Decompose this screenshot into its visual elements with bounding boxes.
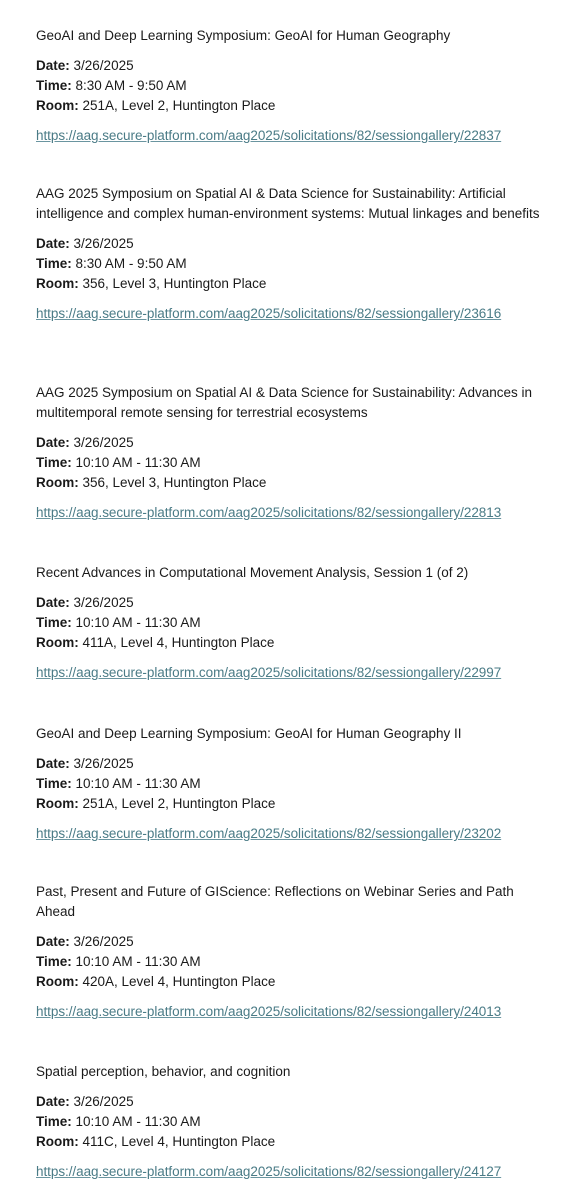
time-label: Time:: [36, 776, 72, 791]
session-item: [36, 383, 541, 523]
session-room: [36, 972, 541, 992]
room-value: 251A, Level 2, Huntington Place: [82, 796, 276, 811]
time-label: Time:: [36, 954, 72, 969]
room-value: 356, Level 3, Huntington Place: [82, 475, 267, 490]
room-label: Room:: [36, 635, 79, 650]
session-time: [36, 76, 541, 96]
time-value: 8:30 AM - 9:50 AM: [75, 78, 187, 93]
date-value: 3/26/2025: [73, 58, 134, 73]
date-value: 3/26/2025: [73, 435, 134, 450]
session-details: [36, 593, 541, 653]
session-title: AAG 2025 Symposium on Spatial AI & Data Science for Sustainability: Advances in multitemporal remote sensing for terrestrial ecosystems: [36, 385, 533, 420]
session-gallery-link[interactable]: https://aag.secure-platform.com/aag2025/solicitations/82/sessiongallery/24127: [36, 1164, 502, 1179]
session-item: [36, 184, 541, 324]
session-gallery-link[interactable]: https://aag.secure-platform.com/aag2025/solicitations/82/sessiongallery/23202: [36, 826, 502, 841]
session-date: [36, 932, 541, 952]
room-value: 420A, Level 4, Huntington Place: [82, 974, 276, 989]
room-value: 251A, Level 2, Huntington Place: [82, 98, 276, 113]
session-item: [36, 1062, 541, 1182]
time-value: 10:10 AM - 11:30 AM: [75, 1114, 201, 1129]
date-label: Date:: [36, 435, 70, 450]
time-value: 8:30 AM - 9:50 AM: [75, 256, 187, 271]
date-value: 3/26/2025: [73, 236, 134, 251]
session-item: [36, 563, 541, 683]
date-label: Date:: [36, 58, 70, 73]
session-time: [36, 1112, 541, 1132]
session-details: [36, 234, 541, 294]
room-label: Room:: [36, 974, 79, 989]
time-value: 10:10 AM - 11:30 AM: [75, 954, 201, 969]
room-value: 411C, Level 4, Huntington Place: [82, 1134, 276, 1149]
session-date: [36, 433, 541, 453]
room-value: 411A, Level 4, Huntington Place: [82, 635, 275, 650]
session-details: [36, 433, 541, 493]
date-label: Date:: [36, 236, 70, 251]
time-label: Time:: [36, 1114, 72, 1129]
room-label: Room:: [36, 276, 79, 291]
session-title: GeoAI and Deep Learning Symposium: GeoAI for Human Geography II: [36, 726, 462, 741]
session-title: AAG 2025 Symposium on Spatial AI & Data Science for Sustainability: Artificial intelligence and complex human-environment systems: Mutual linkages and benefits: [36, 186, 540, 221]
session-item: [36, 882, 541, 1022]
session-gallery-link[interactable]: https://aag.secure-platform.com/aag2025/solicitations/82/sessiongallery/24013: [36, 1004, 502, 1019]
session-title: GeoAI and Deep Learning Symposium: GeoAI for Human Geography: [36, 28, 451, 43]
session-gallery-link[interactable]: https://aag.secure-platform.com/aag2025/solicitations/82/sessiongallery/23616: [36, 306, 502, 321]
date-label: Date:: [36, 1094, 70, 1109]
time-label: Time:: [36, 256, 72, 271]
session-time: [36, 774, 541, 794]
date-value: 3/26/2025: [73, 595, 134, 610]
room-label: Room:: [36, 796, 79, 811]
session-room: [36, 274, 541, 294]
session-room: [36, 473, 541, 493]
session-room: [36, 633, 541, 653]
session-time: [36, 453, 541, 473]
session-time: [36, 952, 541, 972]
session-date: [36, 593, 541, 613]
session-details: [36, 754, 541, 814]
session-gallery-link[interactable]: https://aag.secure-platform.com/aag2025/solicitations/82/sessiongallery/22997: [36, 665, 502, 680]
session-details: [36, 56, 541, 116]
session-date: [36, 56, 541, 76]
session-title: Spatial perception, behavior, and cognition: [36, 1064, 291, 1079]
session-item: [36, 724, 541, 844]
session-gallery-link[interactable]: https://aag.secure-platform.com/aag2025/solicitations/82/sessiongallery/22837: [36, 128, 502, 143]
room-value: 356, Level 3, Huntington Place: [82, 276, 267, 291]
session-time: [36, 613, 541, 633]
date-value: 3/26/2025: [73, 934, 134, 949]
room-label: Room:: [36, 98, 79, 113]
date-value: 3/26/2025: [73, 756, 134, 771]
session-gallery-link[interactable]: https://aag.secure-platform.com/aag2025/solicitations/82/sessiongallery/22813: [36, 505, 502, 520]
time-label: Time:: [36, 78, 72, 93]
session-room: [36, 1132, 541, 1152]
time-value: 10:10 AM - 11:30 AM: [75, 455, 201, 470]
date-label: Date:: [36, 756, 70, 771]
session-item: [36, 26, 541, 146]
time-value: 10:10 AM - 11:30 AM: [75, 776, 201, 791]
time-label: Time:: [36, 455, 72, 470]
session-details: [36, 1092, 541, 1152]
date-value: 3/26/2025: [73, 1094, 134, 1109]
time-value: 10:10 AM - 11:30 AM: [75, 615, 201, 630]
session-title: Recent Advances in Computational Movement Analysis, Session 1 (of 2): [36, 565, 469, 580]
session-details: [36, 932, 541, 992]
date-label: Date:: [36, 934, 70, 949]
session-title: Past, Present and Future of GIScience: Reflections on Webinar Series and Path Ahead: [36, 884, 514, 919]
session-time: [36, 254, 541, 274]
date-label: Date:: [36, 595, 70, 610]
session-date: [36, 754, 541, 774]
session-room: [36, 794, 541, 814]
room-label: Room:: [36, 475, 79, 490]
session-date: [36, 1092, 541, 1112]
room-label: Room:: [36, 1134, 79, 1149]
session-room: [36, 96, 541, 116]
time-label: Time:: [36, 615, 72, 630]
session-date: [36, 234, 541, 254]
